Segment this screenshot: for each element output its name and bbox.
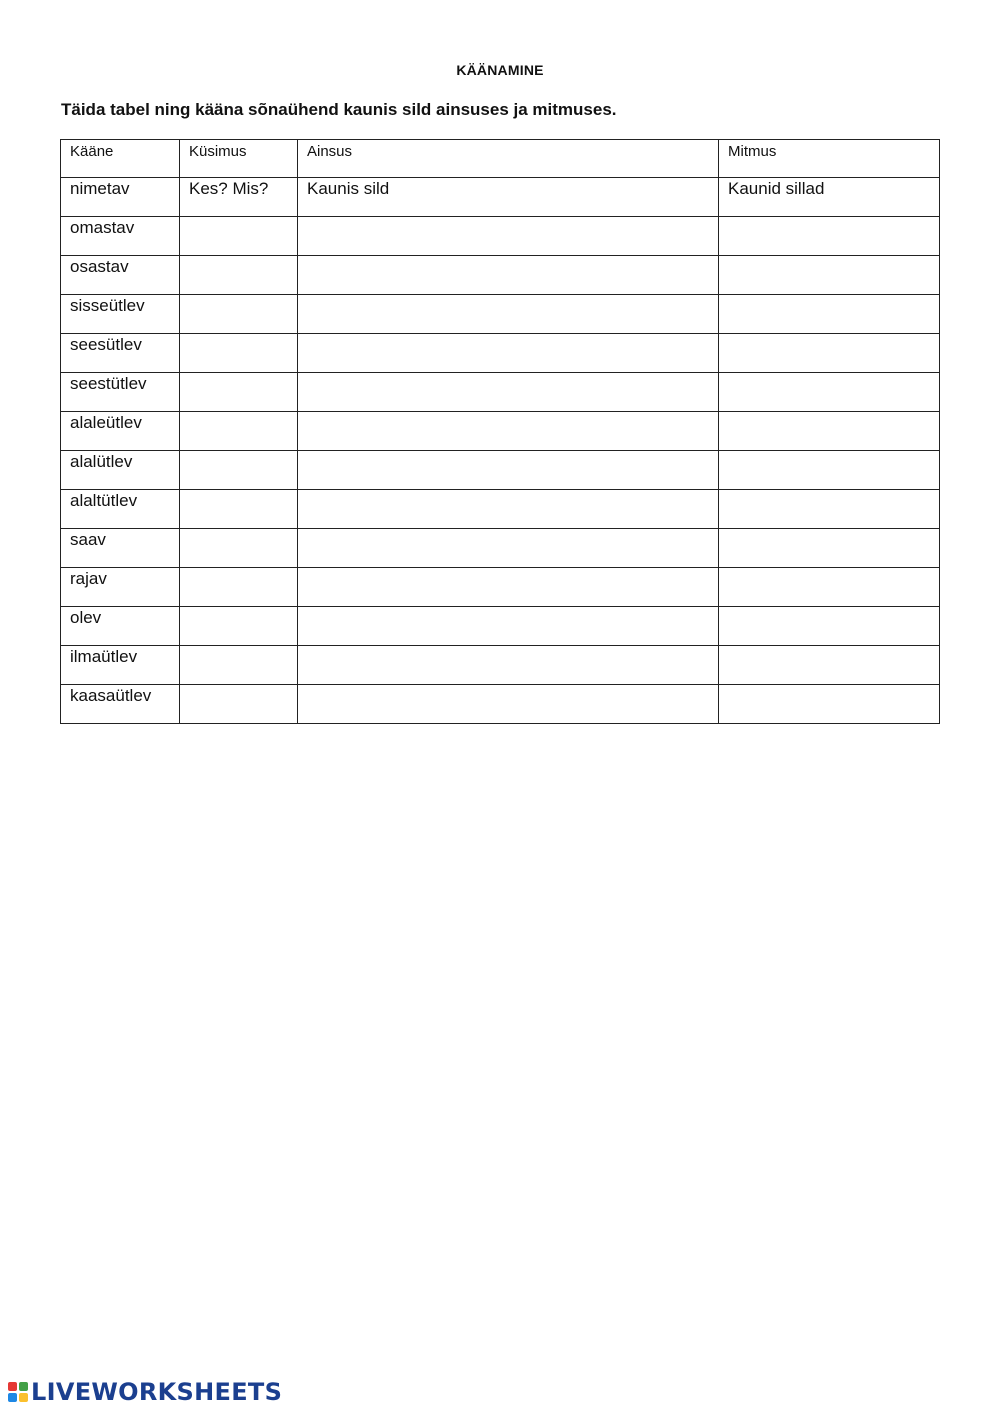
table-header-row xyxy=(61,140,940,178)
case-name-cell: nimetav xyxy=(61,178,180,217)
singular-answer-cell[interactable] xyxy=(298,217,719,256)
header-question: Küsimus xyxy=(180,140,298,178)
header-singular: Ainsus xyxy=(298,140,719,178)
question-answer-cell[interactable] xyxy=(180,256,298,295)
logo-square-1 xyxy=(8,1382,17,1391)
case-name-cell: osastav xyxy=(61,256,180,295)
singular-answer-cell[interactable] xyxy=(298,568,719,607)
liveworksheets-logo-icon xyxy=(8,1382,28,1402)
question-answer-cell[interactable] xyxy=(180,490,298,529)
table-body xyxy=(61,178,940,724)
case-name-cell: rajav xyxy=(61,568,180,607)
table-row xyxy=(61,295,940,334)
singular-answer-cell[interactable] xyxy=(298,607,719,646)
table-row xyxy=(61,412,940,451)
singular-answer-cell[interactable] xyxy=(298,451,719,490)
table-row xyxy=(61,334,940,373)
page-title: KÄÄNAMINE xyxy=(456,62,544,78)
plural-answer-cell[interactable] xyxy=(719,529,940,568)
declension-table xyxy=(60,139,940,724)
plural-answer-cell[interactable] xyxy=(719,685,940,724)
table-row xyxy=(61,451,940,490)
case-name-cell: kaasaütlev xyxy=(61,685,180,724)
plural-answer-cell[interactable]: Kaunid sillad xyxy=(719,178,940,217)
singular-answer-cell[interactable] xyxy=(298,373,719,412)
plural-answer-cell[interactable] xyxy=(719,334,940,373)
case-name-cell: alaltütlev xyxy=(61,490,180,529)
question-answer-cell[interactable] xyxy=(180,568,298,607)
question-answer-cell[interactable] xyxy=(180,334,298,373)
singular-answer-cell[interactable] xyxy=(298,490,719,529)
brand-footer xyxy=(8,1380,282,1404)
singular-answer-cell[interactable] xyxy=(298,334,719,373)
table-row xyxy=(61,607,940,646)
singular-answer-cell[interactable] xyxy=(298,295,719,334)
logo-square-4 xyxy=(19,1393,28,1402)
singular-answer-cell[interactable] xyxy=(298,685,719,724)
case-name-cell: omastav xyxy=(61,217,180,256)
plural-answer-cell[interactable] xyxy=(719,607,940,646)
table-row xyxy=(61,646,940,685)
plural-answer-cell[interactable] xyxy=(719,451,940,490)
case-name-cell: olev xyxy=(61,607,180,646)
singular-answer-cell[interactable]: Kaunis sild xyxy=(298,178,719,217)
brand-name: LIVEWORKSHEETS xyxy=(31,1378,283,1406)
plural-answer-cell[interactable] xyxy=(719,490,940,529)
singular-answer-cell[interactable] xyxy=(298,412,719,451)
plural-answer-cell[interactable] xyxy=(719,295,940,334)
question-answer-cell[interactable]: Kes? Mis? xyxy=(180,178,298,217)
plural-answer-cell[interactable] xyxy=(719,217,940,256)
table-row xyxy=(61,685,940,724)
question-answer-cell[interactable] xyxy=(180,217,298,256)
case-name-cell: alalütlev xyxy=(61,451,180,490)
question-answer-cell[interactable] xyxy=(180,412,298,451)
logo-square-2 xyxy=(19,1382,28,1391)
singular-answer-cell[interactable] xyxy=(298,256,719,295)
question-answer-cell[interactable] xyxy=(180,295,298,334)
header-plural: Mitmus xyxy=(719,140,940,178)
plural-answer-cell[interactable] xyxy=(719,256,940,295)
case-name-cell: seesütlev xyxy=(61,334,180,373)
plural-answer-cell[interactable] xyxy=(719,568,940,607)
question-answer-cell[interactable] xyxy=(180,529,298,568)
plural-answer-cell[interactable] xyxy=(719,646,940,685)
table-row xyxy=(61,490,940,529)
table-row xyxy=(61,529,940,568)
plural-answer-cell[interactable] xyxy=(719,373,940,412)
case-name-cell: alaleütlev xyxy=(61,412,180,451)
case-name-cell: ilmaütlev xyxy=(61,646,180,685)
case-name-cell: saav xyxy=(61,529,180,568)
question-answer-cell[interactable] xyxy=(180,373,298,412)
singular-answer-cell[interactable] xyxy=(298,529,719,568)
plural-answer-cell[interactable] xyxy=(719,412,940,451)
table-row xyxy=(61,568,940,607)
case-name-cell: seestütlev xyxy=(61,373,180,412)
table-row xyxy=(61,178,940,217)
logo-square-3 xyxy=(8,1393,17,1402)
table-row xyxy=(61,217,940,256)
case-name-cell: sisseütlev xyxy=(61,295,180,334)
question-answer-cell[interactable] xyxy=(180,607,298,646)
header-case: Kääne xyxy=(61,140,180,178)
table-row xyxy=(61,373,940,412)
table-row xyxy=(61,256,940,295)
singular-answer-cell[interactable] xyxy=(298,646,719,685)
question-answer-cell[interactable] xyxy=(180,646,298,685)
question-answer-cell[interactable] xyxy=(180,451,298,490)
instruction-text: Täida tabel ning kääna sõnaühend kaunis sild ainsuses ja mitmuses. xyxy=(61,100,617,119)
question-answer-cell[interactable] xyxy=(180,685,298,724)
